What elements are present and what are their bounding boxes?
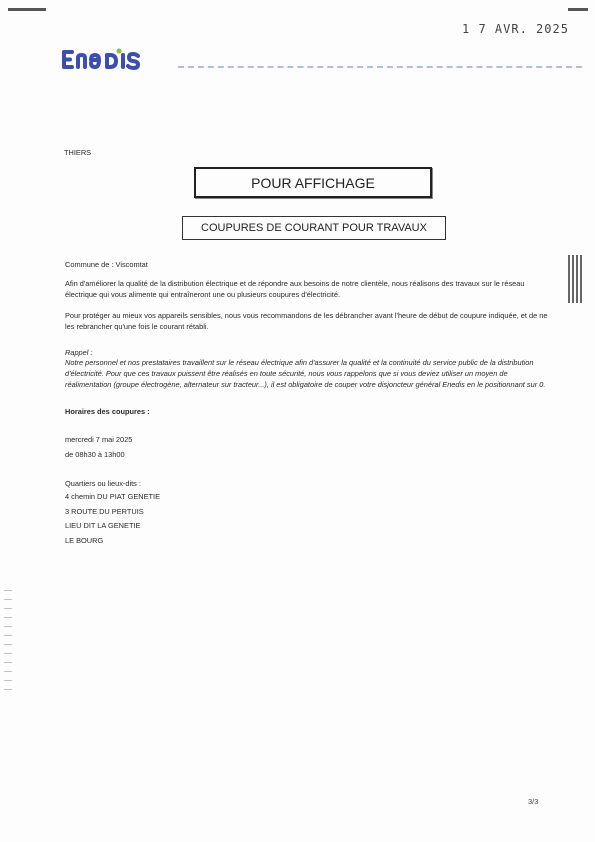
margin-scan-marks bbox=[4, 590, 12, 690]
header-divider bbox=[178, 66, 582, 69]
date-stamp: 1 7 AVR. 2025 bbox=[462, 22, 569, 36]
schedule-date: mercredi 7 mai 2025 bbox=[65, 435, 133, 444]
scan-edge-mark-left bbox=[8, 8, 46, 11]
datamatrix-code bbox=[568, 255, 584, 303]
location-item: LE BOURG bbox=[65, 536, 104, 545]
location-item: LIEU DIT LA GENETIE bbox=[65, 521, 141, 530]
locations-heading: Quartiers ou lieux-dits : bbox=[65, 479, 141, 488]
page-subtitle: COUPURES DE COURANT POUR TRAVAUX bbox=[201, 222, 427, 234]
subtitle-box bbox=[182, 216, 446, 240]
location-item: 3 ROUTE DU PERTUIS bbox=[65, 507, 144, 516]
rappel-text: Notre personnel et nos prestataires travaillent sur le réseau électrique afin d'assurer la qualité et la continuité du service public de la distribution d'électricité. Pour que ces travaux puissent être réalisés en toute sécurité, nous vous rappelons que si vous deviez utiliser un moyen de réalimentation (groupe électrogène, alternateur sur tracteur...), il est obligatoire de couper votre disjoncteur général Enedis en le positionnant sur 0. bbox=[65, 358, 546, 389]
location-item: 4 chemin DU PIAT GENETIE bbox=[65, 492, 161, 501]
advice-paragraph: Pour protéger au mieux vos appareils sensibles, nous vous recommandons de les débrancher avant l'heure de début de coupure indiquée, et de ne les rebrancher qu'une fois le courant rétabli. bbox=[65, 311, 548, 331]
intro-paragraph: Afin d'améliorer la qualité de la distribution électrique et de répondre aux besoins de notre clientèle, nous réalisons des travaux sur le réseau électrique qui vous alimente qui entraîneront une ou plusieurs coupures d'électricité. bbox=[65, 279, 525, 299]
enedis-logo-wordmark bbox=[62, 46, 174, 72]
scan-edge-mark-right bbox=[568, 8, 588, 11]
page-number: 3/3 bbox=[528, 797, 539, 806]
enedis-logo bbox=[62, 46, 174, 78]
page-title-box bbox=[194, 167, 432, 198]
commune-line: Commune de : Viscomtat bbox=[65, 260, 148, 269]
sender-label: THIERS bbox=[64, 148, 92, 157]
schedule-hours: de 08h30 à 13h00 bbox=[65, 450, 125, 459]
rappel-heading: Rappel : bbox=[65, 348, 93, 357]
schedule-heading: Horaires des coupures : bbox=[65, 407, 150, 416]
page-title: POUR AFFICHAGE bbox=[251, 174, 375, 191]
